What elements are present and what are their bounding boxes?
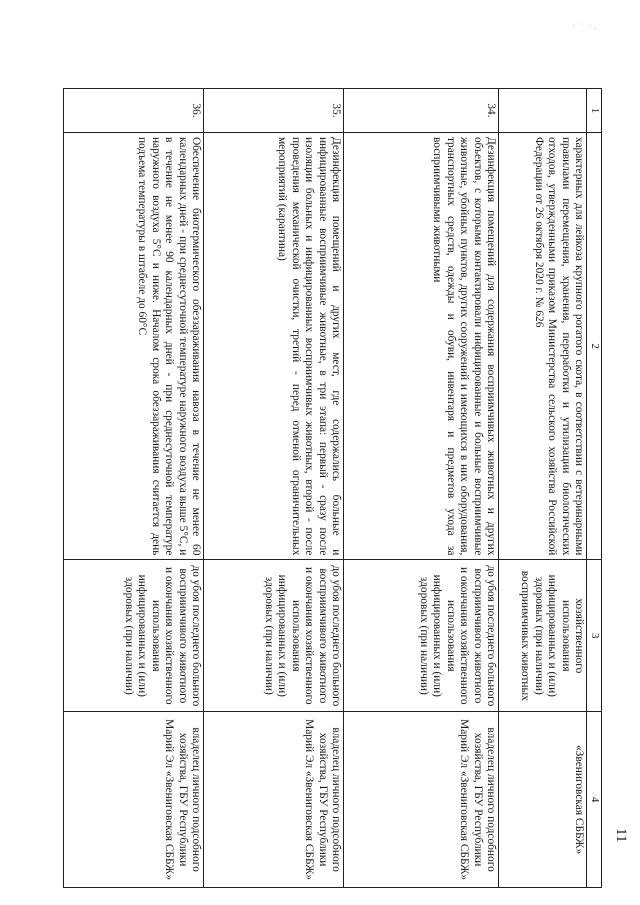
measure-description: характерных для лейкоза крупного рогатого скота, в соответствии с ветеринарными правилами перемещения, хранения, переработки и утилизации биологических отходов, утвержденными приказом Министерства сельского хозяйства Российской Федерации от 26 октября 2020 г. № 626 [499, 132, 587, 559]
column-header: 3 [587, 560, 602, 712]
measure-responsible: владелец личного подсобного хозяйства, ГБУ Республики Марий Эл «Звениговская СББЖ» [204, 712, 344, 888]
measure-description: Обеспечение биотермического обеззараживания навоза в течение не менее 60 календарных дней - при среднесуточной температуре наружного воздуха выше 5°С, и в течение не менее 90 календарных дней - при среднесуточной температуре наружного воздуха 5°С и ниже. Началом срока обеззараживания считается день подъема температуры в штабеле до 60°С [64, 132, 204, 559]
column-header: 4 [587, 712, 602, 888]
row-number: 34. [344, 89, 499, 133]
measure-responsible: владелец личного подсобного хозяйства, ГБУ Республики Марий Эл «Звениговская СББЖ» [64, 712, 204, 888]
measure-term: хозяйственного использования инфицированных и (или) здоровых (при наличии) восприимчивых животных [499, 560, 587, 712]
page-number: 11 [613, 828, 629, 843]
measure-responsible: владелец личного подсобного хозяйства, ГБУ Республики Марий Эл «Звениговская СББЖ» [344, 712, 499, 888]
row-number: 36. [64, 89, 204, 133]
measure-description: Дезинфекция помещений для содержания восприимчивых животных и других объектов, с которыми контактировали инфицированные и больные восприимчивые животные, убойных пунктов, других сооружений и имеющихся в них оборудования, транспортных средств, одежды и обуви, инвентаря и предметов ухода за восприимчивыми животными [344, 132, 499, 559]
measures-table [63, 88, 602, 888]
measure-term: до убоя последнего больного восприимчивого животного и окончания хозяйственного использования инфицированных и (или) здоровых (при наличии) [64, 560, 204, 712]
table-row [64, 89, 204, 888]
table-row [344, 89, 499, 888]
table-row [204, 89, 344, 888]
measure-term: до убоя последнего больного восприимчивого животного и окончания хозяйственного использования инфицированных и (или) здоровых (при наличии) [344, 560, 499, 712]
measure-description: Дезинфекция помещений и других мест, где содержались больные и инфицированные восприимчивые животные, в три этапа: первый - сразу после изоляции больных и инфицированных восприимчивых животных, второй - после проведения механической очистки, третий - перед отменой ограничительных мероприятий (карантина) [204, 132, 344, 559]
row-number [499, 89, 587, 133]
scan-artifact: · ˙ ·. [572, 22, 598, 31]
scan-artifact: · [600, 868, 605, 877]
column-header: 2 [587, 132, 602, 559]
row-number: 35. [204, 89, 344, 133]
table-header-row [587, 89, 602, 888]
table-row [499, 89, 587, 888]
measure-responsible: «Звениговская СББЖ» [499, 712, 587, 888]
measure-term: до убоя последнего больного восприимчивого животного и окончания хозяйственного использования инфицированных и (или) здоровых (при наличии) [204, 560, 344, 712]
column-header: 1 [587, 89, 602, 133]
